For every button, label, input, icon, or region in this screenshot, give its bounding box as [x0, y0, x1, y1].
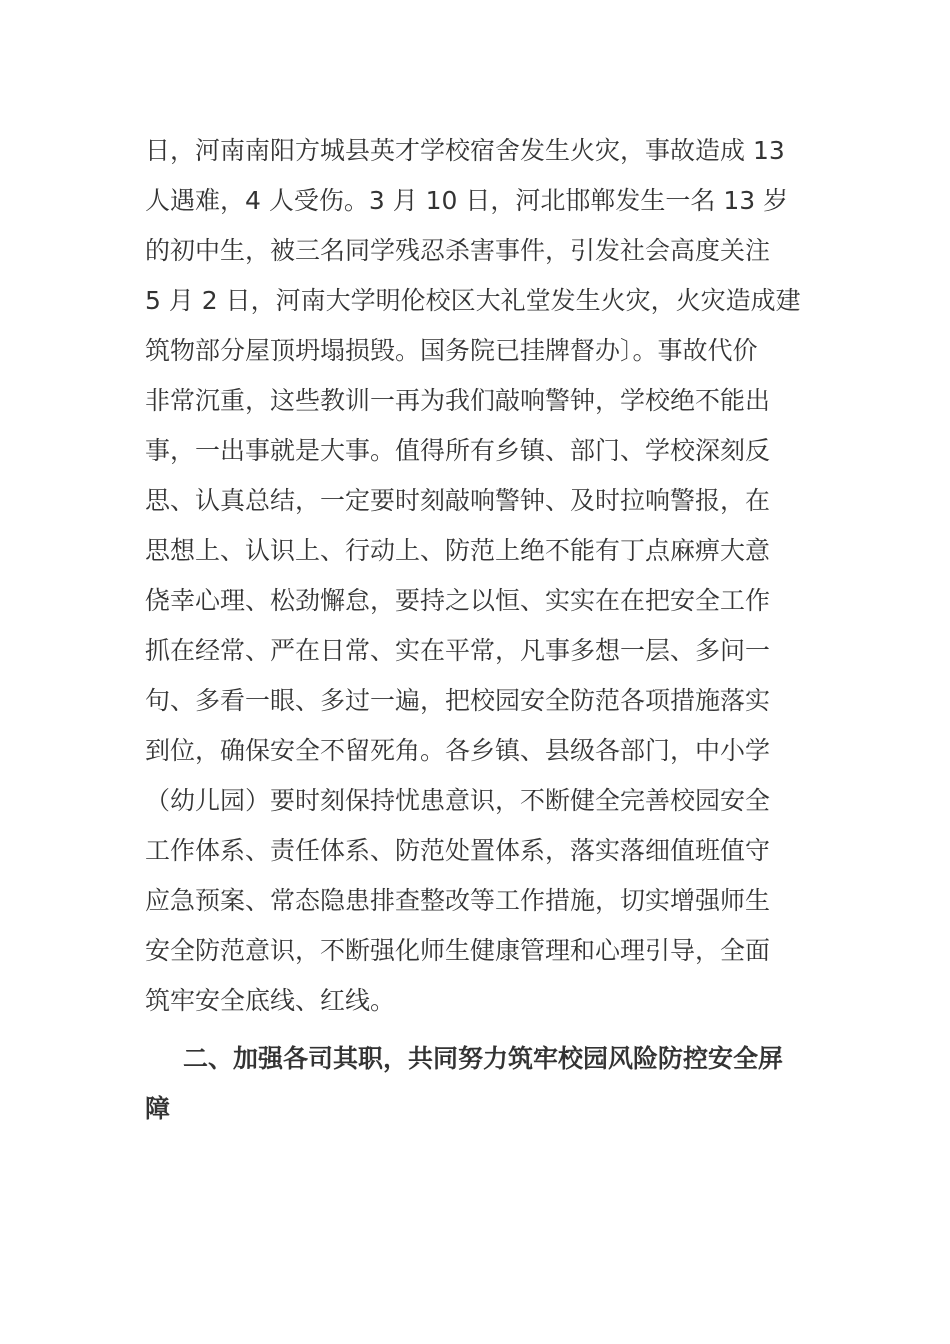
- paragraph-line: 事，一出事就是大事。值得所有乡镇、部门、学校深刻反: [145, 436, 771, 465]
- body-paragraph: [145, 126, 807, 1026]
- paragraph-line: 思想上、认识上、行动上、防范上绝不能有丁点麻痹大意: [145, 536, 771, 565]
- paragraph-line: 应急预案、常态隐患排查整改等工作措施，切实增强师生: [145, 886, 771, 915]
- section-heading: [145, 1034, 807, 1134]
- paragraph-line: 侥幸心理、松劲懈怠，要持之以恒、实实在在把安全工作: [145, 586, 771, 615]
- heading-line: 障: [145, 1094, 171, 1123]
- paragraph-line: 抓在经常、严在日常、实在平常，凡事多想一层、多问一: [145, 636, 771, 665]
- heading-line: 二、加强各司其职，共同努力筑牢校园风险防控安全屏: [183, 1044, 784, 1073]
- paragraph-line: 到位，确保安全不留死角。各乡镇、县级各部门，中小学: [145, 736, 771, 765]
- paragraph-line: 人遇难，4 人受伤。3 月 10 日，河北邯郸发生一名 13 岁: [145, 186, 789, 215]
- paragraph-line: 句、多看一眼、多过一遍，把校园安全防范各项措施落实: [145, 686, 771, 715]
- paragraph-line: 日，河南南阳方城县英才学校宿舍发生火灾，事故造成 13: [145, 136, 785, 165]
- paragraph-line: 非常沉重，这些教训一再为我们敲响警钟，学校绝不能出: [145, 386, 771, 415]
- paragraph-line: 的初中生，被三名同学残忍杀害事件，引发社会高度关注: [145, 236, 771, 265]
- paragraph-line: 5 月 2 日，河南大学明伦校区大礼堂发生火灾，火灾造成建: [145, 286, 801, 315]
- paragraph-line: 安全防范意识，不断强化师生健康管理和心理引导，全面: [145, 936, 771, 965]
- paragraph-line: 思、认真总结，一定要时刻敲响警钟、及时拉响警报，在: [145, 486, 771, 515]
- paragraph-line: 工作体系、责任体系、防范处置体系，落实落细值班值守: [145, 836, 771, 865]
- paragraph-line: （幼儿园）要时刻保持忧患意识，不断健全完善校园安全: [145, 786, 771, 815]
- paragraph-line: 筑牢安全底线、红线。: [145, 986, 396, 1015]
- paragraph-line: 筑物部分屋顶坍塌损毁。国务院已挂牌督办〕。事故代价: [145, 336, 758, 365]
